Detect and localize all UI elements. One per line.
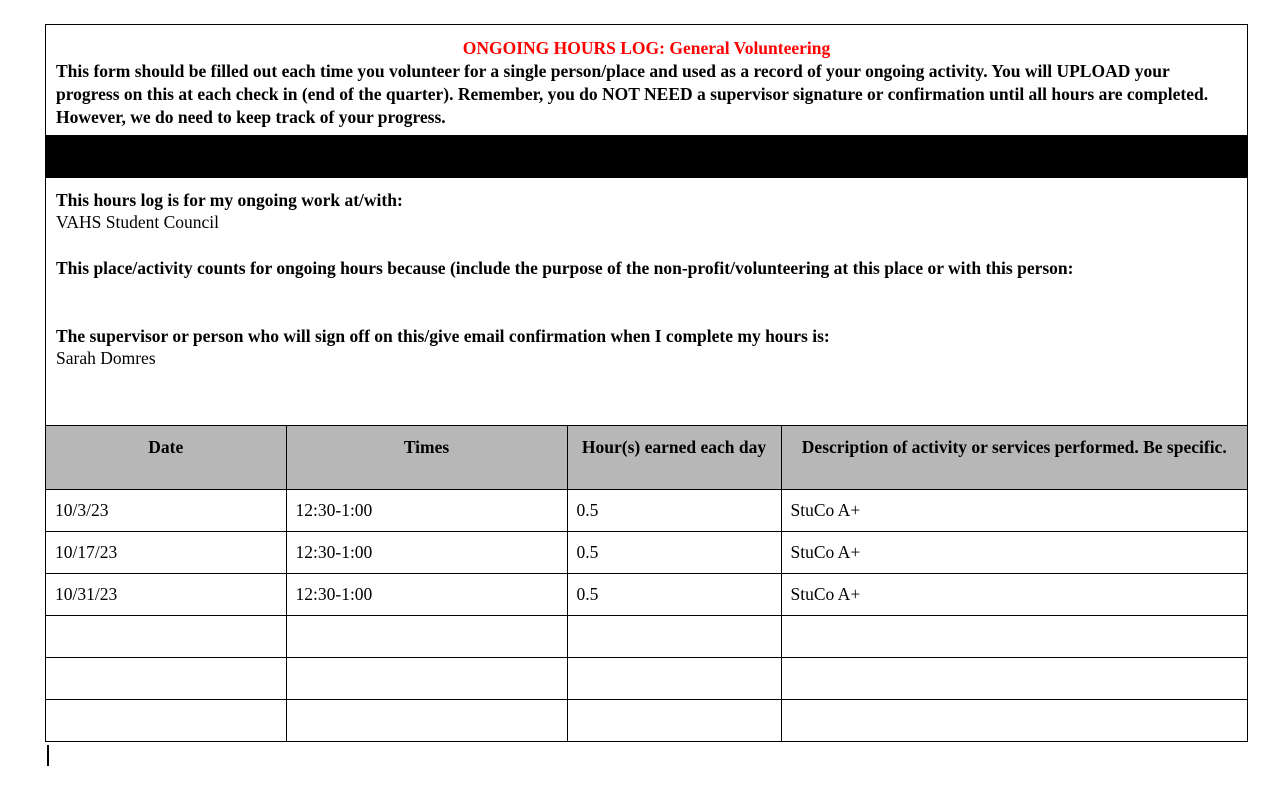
cell-times[interactable] [286,615,567,657]
work-value[interactable]: VAHS Student Council [56,212,220,232]
black-divider-bar [46,135,1247,178]
purpose-label: This place/activity counts for ongoing hours because (include the purpose of the non-profit/volunteering at this place or with this person: [56,258,1074,278]
cell-times[interactable] [286,699,567,741]
supervisor-value[interactable]: Sarah Domres [56,348,156,368]
cell-times[interactable]: 12:30-1:00 [286,573,567,615]
cell-description[interactable]: StuCo A+ [781,573,1247,615]
table-header-row [46,426,1247,489]
header-date: Date [46,426,286,489]
cell-hours[interactable] [567,699,781,741]
cell-description[interactable] [781,699,1247,741]
purpose-value[interactable] [56,279,1237,325]
table-row [46,657,1247,699]
header-hours: Hour(s) earned each day [567,426,781,489]
form-instructions: This form should be filled out each time you volunteer for a single person/place and used as a record of your ongoing activity. You will UPLOAD your progress on this at each check in (end of the quarter). Remember, you do NOT NEED a supervisor signature or confirmation until all hours are completed. However, we do need to keep track of your progress. [56,61,1209,127]
hours-log-form [45,24,1248,742]
supervisor-label: The supervisor or person who will sign off on this/give email confirmation when I complete my hours is: [56,326,830,346]
table-row [46,615,1247,657]
cell-hours[interactable] [567,615,781,657]
table-row [46,531,1247,573]
header-times: Times [286,426,567,489]
cell-description[interactable]: StuCo A+ [781,531,1247,573]
table-row [46,573,1247,615]
cell-times[interactable]: 12:30-1:00 [286,531,567,573]
cell-description[interactable]: StuCo A+ [781,489,1247,531]
cell-hours[interactable] [567,657,781,699]
text-cursor [47,745,49,766]
table-row [46,489,1247,531]
cell-date[interactable]: 10/3/23 [46,489,286,531]
cell-date[interactable] [46,657,286,699]
info-section[interactable] [46,178,1247,426]
form-title: ONGOING HOURS LOG: General Volunteering [462,38,831,58]
cell-hours[interactable]: 0.5 [567,573,781,615]
cell-date[interactable]: 10/17/23 [46,531,286,573]
cell-date[interactable] [46,699,286,741]
hours-table [46,426,1247,741]
cell-description[interactable] [781,615,1247,657]
header-description: Description of activity or services performed. Be specific. [781,426,1247,489]
cell-hours[interactable]: 0.5 [567,489,781,531]
cell-hours[interactable]: 0.5 [567,531,781,573]
table-row [46,699,1247,741]
cell-date[interactable]: 10/31/23 [46,573,286,615]
cell-times[interactable]: 12:30-1:00 [286,489,567,531]
cell-date[interactable] [46,615,286,657]
cell-times[interactable] [286,657,567,699]
cell-description[interactable] [781,657,1247,699]
work-label: This hours log is for my ongoing work at/with: [56,190,403,210]
form-header [46,25,1247,135]
